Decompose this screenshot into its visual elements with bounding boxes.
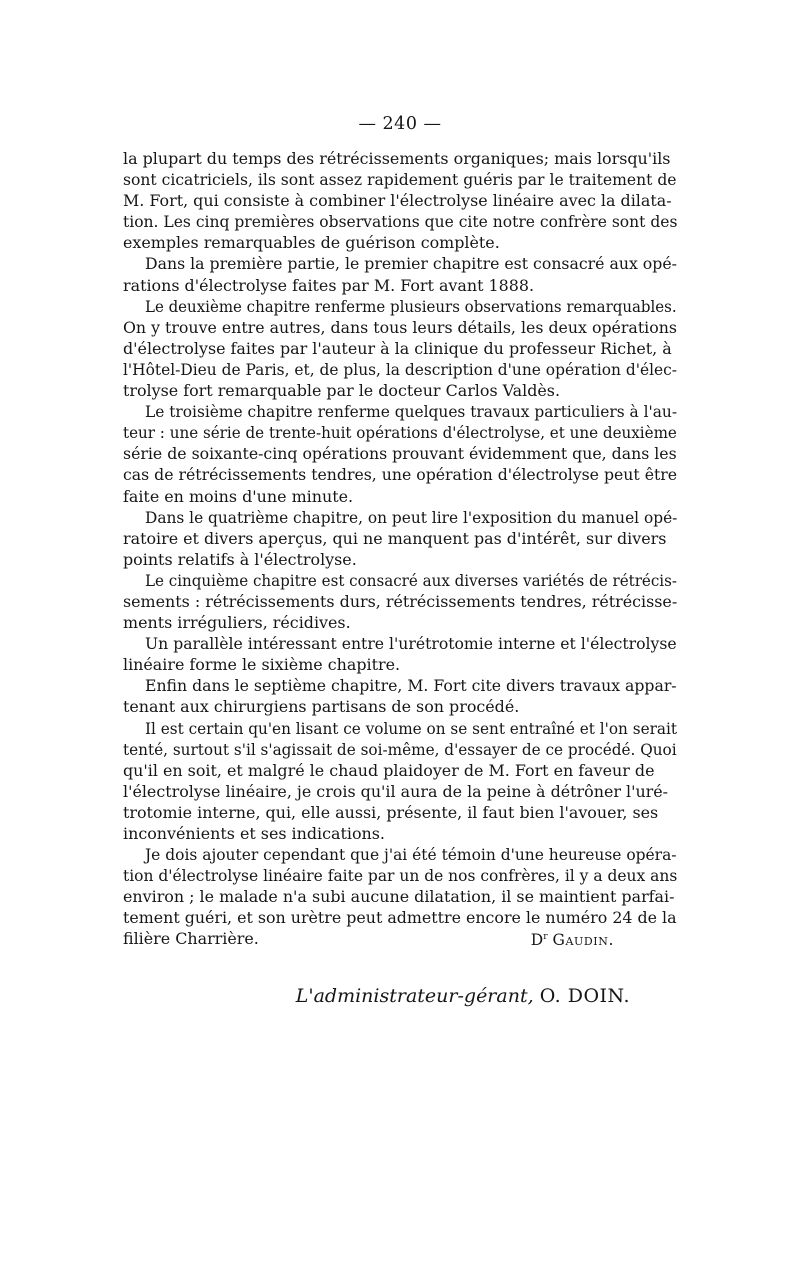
text-line: tion d'électrolyse linéaire faite par un de nos confrères, il y a deux ans xyxy=(123,866,678,886)
text-line: ratoire et divers aperçus, qui ne manquent pas d'intérêt, sur divers xyxy=(123,528,667,548)
text-line: Il est certain qu'en lisant ce volume on se sent entraîné et l'on serait xyxy=(144,718,678,738)
signature-title-superscript: r xyxy=(543,932,548,942)
text-line: points relatifs à l'électrolyse. xyxy=(123,549,357,569)
text-line: qu'il en soit, et malgré le chaud plaidoyer de M. Fort en faveur de xyxy=(123,760,655,780)
text-line: tement guéri, et son urètre peut admettre encore le numéro 24 de la xyxy=(123,908,677,928)
text-line: faite en moins d'une minute. xyxy=(123,486,354,506)
text-line: sont cicatriciels, ils sont assez rapidement guéris par le traitement de xyxy=(123,170,677,190)
text-line: Le cinquième chapitre est consacré aux diverses variétés de rétrécis- xyxy=(144,570,677,590)
text-line: trotomie interne, qui, elle aussi, présente, il faut bien l'avouer, ses xyxy=(123,802,659,822)
text-line: ments irréguliers, récidives. xyxy=(123,613,351,633)
text-line: tenté, surtout s'il s'agissait de soi-même, d'essayer de ce procédé. Quoi xyxy=(123,739,677,759)
administrator-line xyxy=(296,983,630,1009)
text-line: la plupart du temps des rétrécissements organiques; mais lorsqu'ils xyxy=(123,149,671,168)
text-line: filière Charrière. xyxy=(123,929,259,949)
text-line: Le deuxième chapitre renferme plusieurs observations remarquables. xyxy=(144,296,677,316)
text-line: teur : une série de trente-huit opérations d'électrolyse, et une deuxième xyxy=(123,423,677,443)
text-line: Un parallèle intéressant entre l'urétrotomie interne et l'électrolyse xyxy=(144,634,677,654)
text-line: linéaire forme le sixième chapitre. xyxy=(123,655,401,675)
text-line: trolyse fort remarquable par le docteur Carlos Valdès. xyxy=(123,381,561,401)
text-line: série de soixante-cinq opérations prouvant évidemment que, dans les xyxy=(123,444,677,464)
text-line: Je dois ajouter cependant que j'ai été témoin d'une heureuse opéra- xyxy=(144,845,677,865)
text-line: sements : rétrécissements durs, rétrécissements tendres, rétrécisse- xyxy=(123,591,678,611)
page-number: — 240 — xyxy=(358,114,442,134)
text-line: environ ; le malade n'a subi aucune dilatation, il se maintient parfai- xyxy=(123,887,675,907)
text-line: Enfin dans le septième chapitre, M. Fort cite divers travaux appar- xyxy=(144,676,677,696)
body-text xyxy=(123,148,677,950)
administrator-role: L'administrateur-gérant, xyxy=(295,985,534,1007)
author-signature xyxy=(531,926,614,951)
text-line: Dans la première partie, le premier chapitre est consacré aux opé- xyxy=(144,254,677,274)
text-line: tion. Les cinq premières observations que cite notre confrère sont des xyxy=(123,212,678,232)
text-line: exemples remarquables de guérison complète. xyxy=(123,233,500,253)
text-line: tenant aux chirurgiens partisans de son procédé. xyxy=(123,697,520,717)
text-line: l'Hôtel-Dieu de Paris, et, de plus, la description d'une opération d'élec- xyxy=(123,359,677,379)
signature-title: D xyxy=(530,931,544,950)
text-line: M. Fort, qui consiste à combiner l'électrolyse linéaire avec la dilata- xyxy=(123,191,672,211)
text-line: rations d'électrolyse faites par M. Fort avant 1888. xyxy=(123,275,535,295)
text-line: inconvénients et ses indications. xyxy=(123,824,385,843)
text-line: d'électrolyse faites par l'auteur à la clinique du professeur Richet, à xyxy=(123,338,672,358)
signature-name: Gaudin. xyxy=(552,931,614,950)
text-line: Dans le quatrième chapitre, on peut lire l'exposition du manuel opé- xyxy=(144,507,678,527)
text-line: Le troisième chapitre renferme quelques travaux particuliers à l'au- xyxy=(144,402,678,422)
administrator-name: O. DOIN. xyxy=(539,985,630,1007)
text-line: l'électrolyse linéaire, je crois qu'il aura de la peine à détrôner l'uré- xyxy=(123,781,669,801)
text-line: cas de rétrécissements tendres, une opération d'électrolyse peut être xyxy=(123,465,678,485)
text-line: On y trouve entre autres, dans tous leurs détails, les deux opérations xyxy=(123,317,677,337)
